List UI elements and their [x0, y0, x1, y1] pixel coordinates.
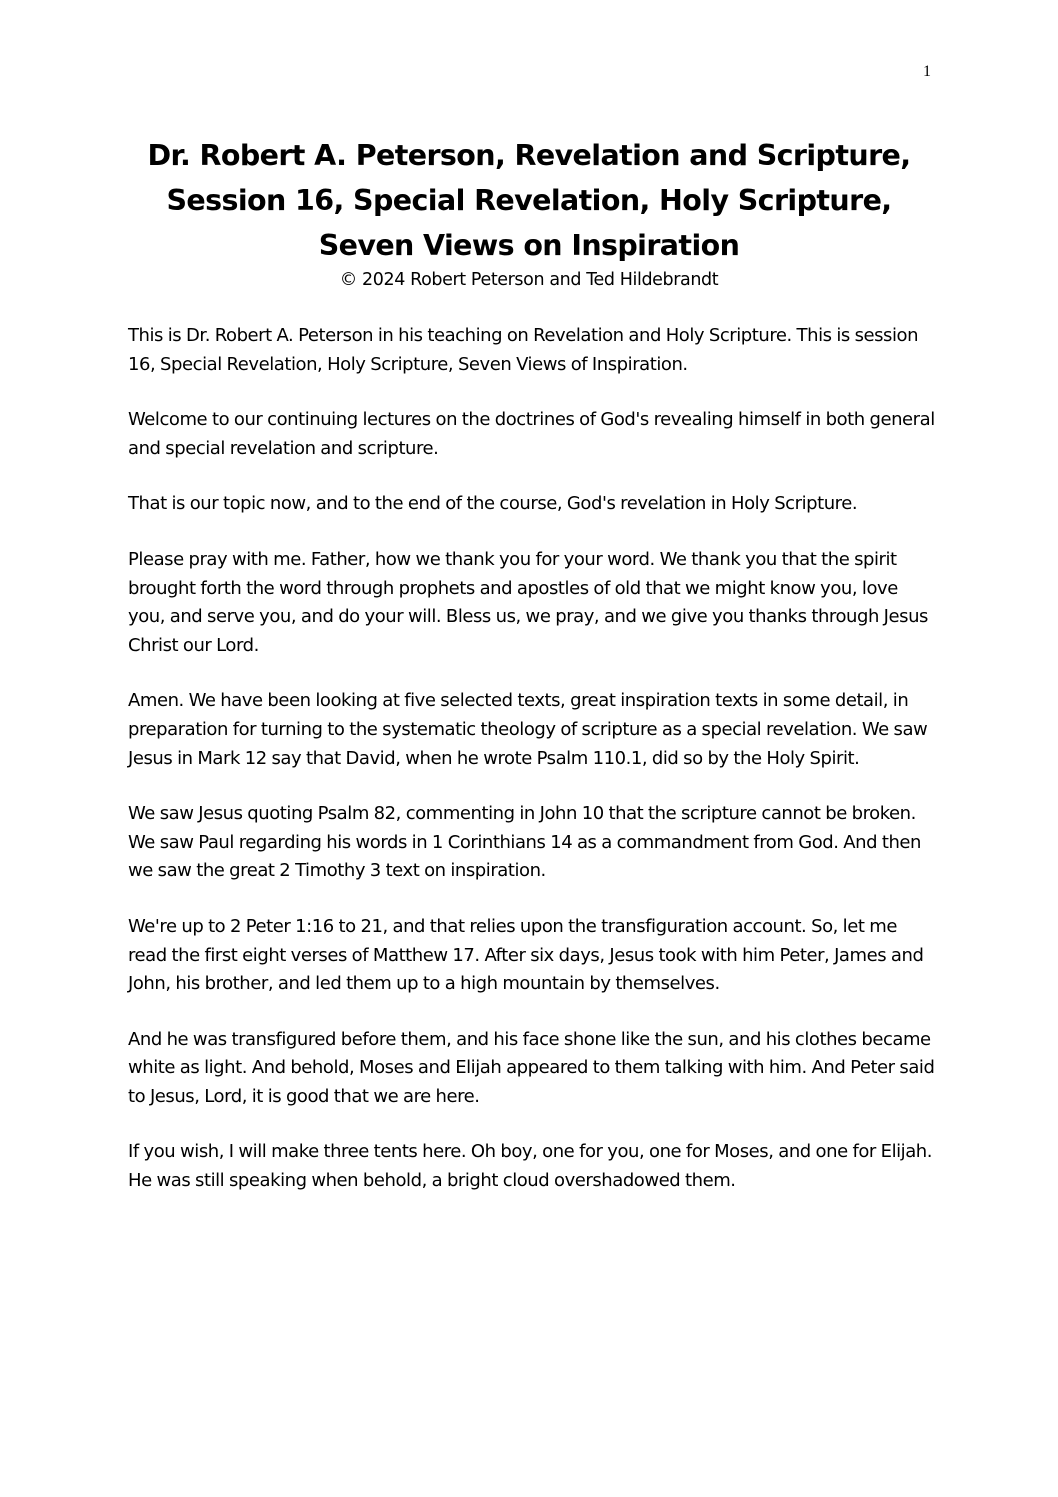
title-line: Dr. Robert A. Peterson, Revelation and Scripture,: [147, 139, 911, 172]
paragraph: That is our topic now, and to the end of the course, God's revelation in Holy Scripture.: [128, 493, 858, 515]
paragraph: We're up to 2 Peter 1:16 to 21, and that relies upon the transfiguration account. So, let me read the first eight verses of Matthew 17. After six days, Jesus took with him Peter, James and John, his brother, and led them up to a high mountain by themselves.: [128, 915, 924, 995]
title-line: Seven Views on Inspiration: [318, 229, 740, 262]
paragraph: We saw Jesus quoting Psalm 82, commenting in John 10 that the scripture cannot be broken. We saw Paul regarding his words in 1 Corinthians 14 as a commandment from God. And then we saw the great 2 Timothy 3 text on inspiration.: [128, 803, 922, 882]
document-body: [128, 322, 938, 1223]
page-number: 1: [923, 63, 931, 80]
paragraph: Please pray with me. Father, how we thank you for your word. We thank you that the spirit brought forth the word through prophets and apostles of old that we might know you, love you, and serve you, and do your will. Bless us, we pray, and we give you thanks through Jesus Christ our Lord.: [128, 548, 928, 656]
paragraph: If you wish, I will make three tents here. Oh boy, one for you, one for Moses, and one for Elijah. He was still speaking when behold, a bright cloud overshadowed them.: [128, 1141, 933, 1192]
paragraph: And he was transfigured before them, and his face shone like the sun, and his clothes became white as light. And behold, Moses and Elijah appeared to them talking with him. And Peter said to Jesus, Lord, it is good that we are here.: [128, 1028, 935, 1107]
paragraph: This is Dr. Robert A. Peterson in his teaching on Revelation and Holy Scripture. This is session 16, Special Revelation, Holy Scripture, Seven Views of Inspiration.: [128, 325, 919, 375]
paragraph: Amen. We have been looking at five selected texts, great inspiration texts in some detail, in preparation for turning to the systematic theology of scripture as a special revelation. We saw Jesus in Mark 12 say that David, when he wrote Psalm 110.1, did so by the Holy Spirit.: [128, 690, 928, 769]
title-line: Session 16, Special Revelation, Holy Scripture,: [166, 184, 892, 217]
document-title: [128, 133, 930, 268]
paragraph: Welcome to our continuing lectures on the doctrines of God's revealing himself in both general and special revelation and scripture.: [128, 409, 935, 459]
copyright-notice: © 2024 Robert Peterson and Ted Hildebrandt: [339, 270, 719, 290]
